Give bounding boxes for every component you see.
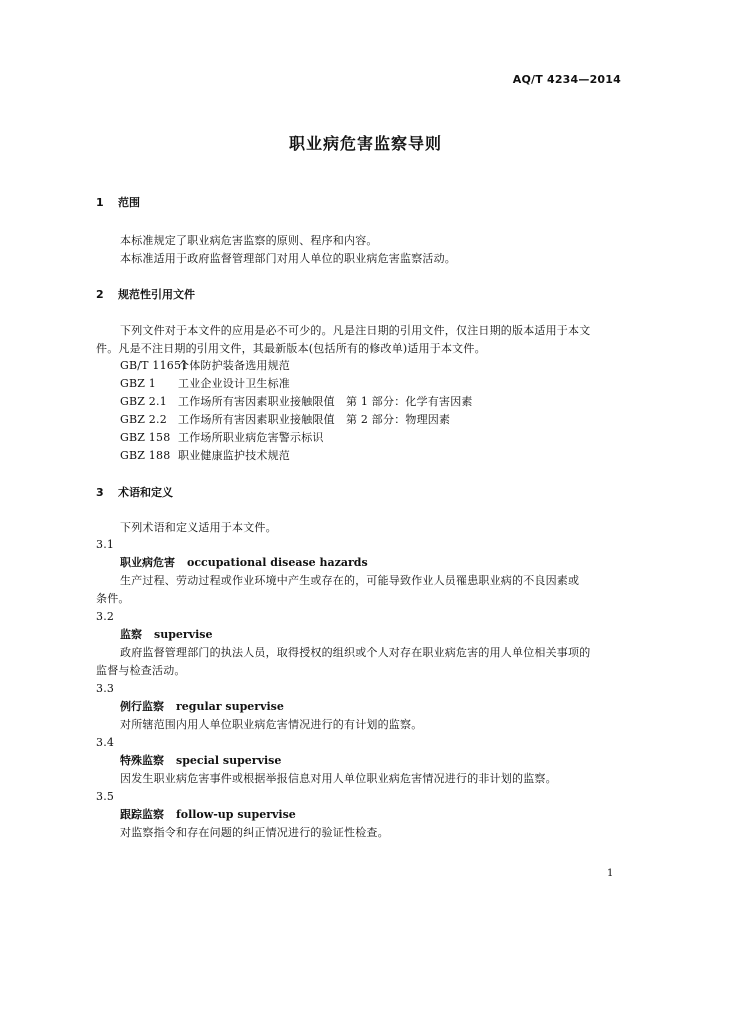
term-zh: 跟踪监察: [120, 808, 164, 821]
term-number: 3.1: [96, 538, 115, 551]
section-2-heading: [96, 287, 195, 303]
normative-reference: [120, 358, 290, 374]
paragraph: 本标准适用于政府监督管理部门对用人单位的职业病危害监察活动。: [120, 252, 456, 265]
normative-reference: [120, 448, 290, 464]
reference-code: GBZ 158: [120, 431, 171, 444]
term-number: 3.4: [96, 736, 115, 749]
page-number: 1: [607, 868, 614, 879]
normative-reference: [120, 376, 290, 392]
term-number: 3.3: [96, 682, 115, 695]
term-en: special supervise: [176, 754, 282, 767]
term-number: 3.2: [96, 610, 115, 623]
term-heading: [120, 753, 281, 769]
section-number: 2: [96, 288, 104, 301]
term-heading: [120, 627, 212, 643]
reference-title: 个体防护装备选用规范: [178, 359, 290, 372]
term-definition: 对监察指令和存在问题的纠正情况进行的验证性检查。: [120, 826, 389, 839]
normative-reference: [120, 412, 450, 428]
section-number: 3: [96, 486, 104, 499]
term-number: 3.5: [96, 790, 115, 803]
term-definition: 对所辖范围内用人单位职业病危害情况进行的有计划的监察。: [120, 718, 423, 731]
reference-title: 工业企业设计卫生标准: [178, 377, 290, 390]
term-zh: 特殊监察: [120, 754, 164, 767]
normative-reference: [120, 394, 473, 410]
term-definition: 生产过程、劳动过程或作业环境中产生或存在的，可能导致作业人员罹患职业病的不良因素或: [120, 574, 580, 587]
document-title: 职业病危害监察导则: [288, 134, 442, 153]
term-heading: [120, 699, 284, 715]
reference-title: 工作场所有害因素职业接触限值 第 1 部分：化学有害因素: [178, 395, 473, 408]
reference-title: 工作场所有害因素职业接触限值 第 2 部分：物理因素: [178, 413, 451, 426]
paragraph: 下列术语和定义适用于本文件。: [120, 521, 277, 534]
section-title: 范围: [118, 196, 140, 209]
term-en: occupational disease hazards: [187, 556, 368, 569]
paragraph: 件。凡是不注日期的引用文件，其最新版本(包括所有的修改单)适用于本文件。: [96, 342, 486, 355]
term-zh: 职业病危害: [120, 556, 175, 569]
standard-code: AQ/T 4234—2014: [512, 73, 621, 86]
term-en: follow-up supervise: [176, 808, 296, 821]
paragraph: 下列文件对于本文件的应用是必不可少的。凡是注日期的引用文件，仅注日期的版本适用于本文: [120, 324, 591, 337]
reference-code: GB/T 11651: [120, 359, 189, 372]
term-definition: 政府监督管理部门的执法人员，取得授权的组织或个人对存在职业病危害的用人单位相关事项的: [120, 646, 591, 659]
section-3-heading: [96, 485, 173, 501]
section-number: 1: [96, 196, 104, 209]
term-definition: 条件。: [96, 592, 130, 605]
reference-code: GBZ 1: [120, 377, 157, 390]
paragraph: 本标准规定了职业病危害监察的原则、程序和内容。: [120, 234, 378, 247]
term-en: regular supervise: [176, 700, 284, 713]
term-en: supervise: [154, 628, 213, 641]
section-title: 术语和定义: [118, 486, 173, 499]
reference-title: 工作场所职业病危害警示标识: [178, 431, 324, 444]
reference-code: GBZ 2.1: [120, 395, 167, 408]
section-1-heading: [96, 195, 140, 211]
term-definition: 监督与检查活动。: [96, 664, 186, 677]
reference-title: 职业健康监护技术规范: [178, 449, 290, 462]
reference-code: GBZ 188: [120, 449, 171, 462]
term-heading: [120, 807, 296, 823]
term-zh: 监察: [120, 628, 142, 641]
normative-reference: [120, 430, 324, 446]
term-definition: 因发生职业病危害事件或根据举报信息对用人单位职业病危害情况进行的非计划的监察。: [120, 772, 557, 785]
term-zh: 例行监察: [120, 700, 164, 713]
reference-code: GBZ 2.2: [120, 413, 167, 426]
term-heading: [120, 555, 368, 571]
section-title: 规范性引用文件: [118, 288, 195, 301]
